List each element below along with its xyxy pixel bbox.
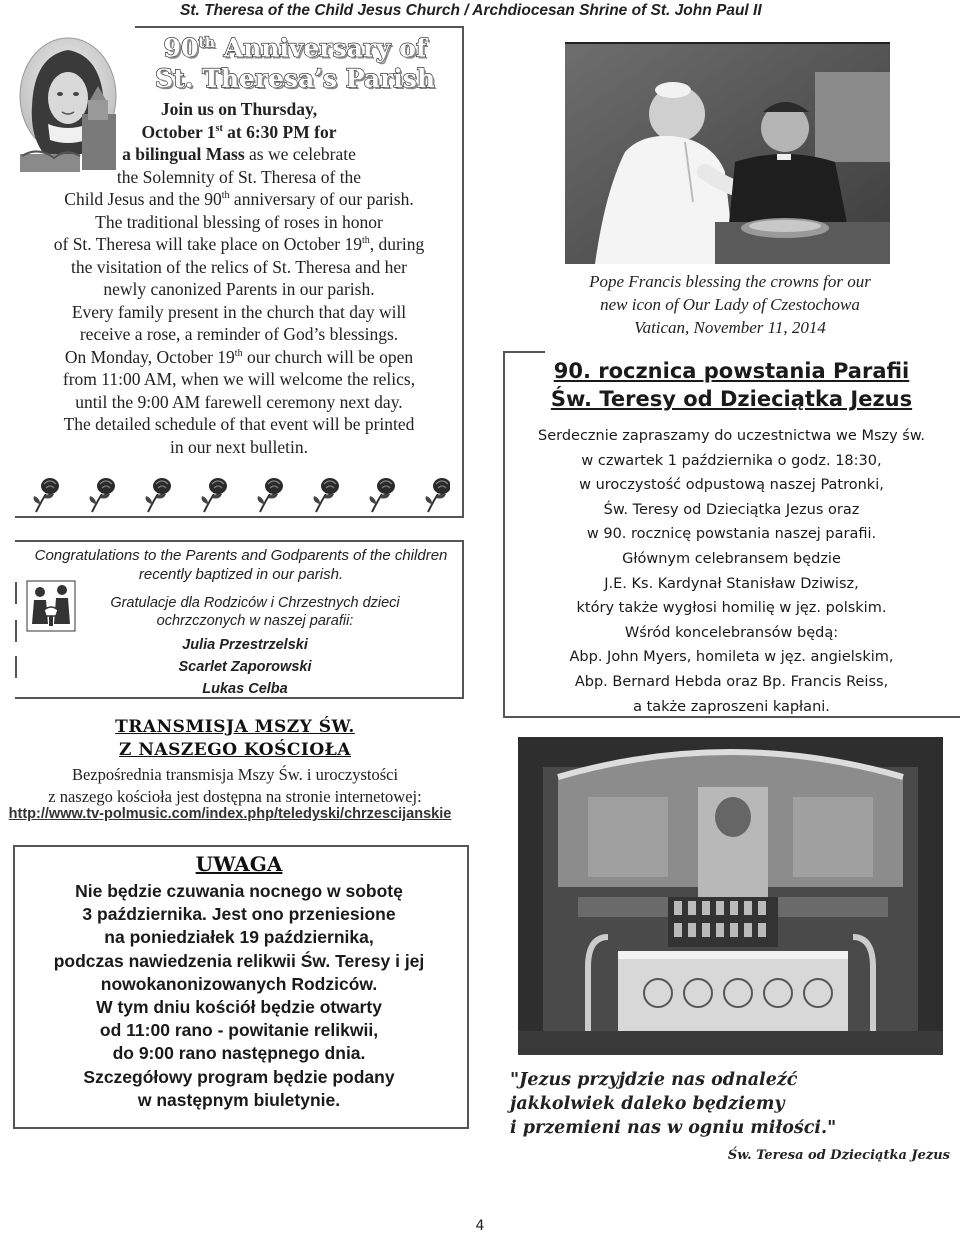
baptism-font-icon [26, 580, 76, 632]
pope-francis-photo [565, 42, 890, 264]
anniv-line: from 11:00 AM, when we will welcome the relics, [62, 369, 416, 389]
anniv-line: newly canonized Parents in our parish. [103, 279, 375, 299]
baptized-names [130, 634, 360, 700]
anniv-line: October 1st at 6:30 PM for [141, 121, 337, 142]
anniv-line: The traditional blessing of roses in honor [95, 211, 383, 232]
transmission-title: TRANSMISJA MSZY ŚW. Z NASZEGO KOŚCIOŁA [115, 717, 355, 760]
transmission-body: Bezpośrednia transmisja Mszy Św. i uroczystości z naszego kościoła jest dostępna na stronie internetowej: [48, 765, 422, 806]
baptized-name: Julia Przestrzelski [182, 637, 308, 653]
pl-line: Abp. Bernard Hebda oraz Bp. Francis Reiss, [574, 673, 889, 690]
pl-line: w czwartek 1 października o godz. 18:30, [581, 452, 882, 469]
uwaga-line: od 11:00 rano - powitanie relikwii, [99, 1020, 379, 1041]
pl-line: w uroczystość odpustową naszej Patronki, [579, 477, 884, 494]
uwaga-line: na poniedziałek 19 października, [104, 927, 374, 948]
pl-line: Serdecznie zapraszamy do uczestnictwa we Mszy św. [538, 428, 925, 444]
uwaga-line: Szczegółowy program będzie podany [83, 1066, 395, 1087]
anniv-line: of St. Theresa will take place on October 19th, during [53, 234, 425, 254]
page-header: St. Theresa of the Child Jesus Church / Archdiocesan Shrine of St. John Paul II [180, 2, 762, 19]
polish-anniversary-title: 90. rocznica powstania Parafii Św. Teresy od Dzieciątka Jezus [550, 359, 913, 411]
uwaga-line: do 9:00 rano następnego dnia. [112, 1043, 366, 1064]
pope-photo-caption: Pope Francis blessing the crowns for our new icon of Our Lady of Czestochowa Vatican, November 11, 2014 [589, 272, 871, 337]
uwaga-line: nowokanonizowanych Rodziców. [100, 973, 378, 994]
pl-line: J.E. Ks. Kardynał Stanisław Dziwisz, [604, 575, 859, 592]
quote-author: Św. Teresa od Dzieciątka Jezus [727, 1148, 950, 1163]
anniv-line: the visitation of the relics of St. Theresa and her [71, 256, 407, 277]
anniv-line: On Monday, October 19th our church will be open [64, 346, 414, 367]
anniv-line: The detailed schedule of that event will be printed [63, 414, 415, 434]
pl-line: Abp. John Myers, homileta w jęz. angielskim, [569, 649, 894, 666]
page-number: 4 [475, 1218, 485, 1234]
saint-quote: "Jezus przyjdzie nas odnaleźć jakkolwiek daleko będziemy i przemieni nas w ogniu miłości." [510, 1070, 837, 1138]
anniv-line: Child Jesus and the 90th anniversary of our parish. [64, 189, 414, 209]
chapel-shrine-photo [518, 737, 943, 1055]
uwaga-line: Nie będzie czuwania nocnego w sobotę [75, 881, 403, 901]
anniv-line: the Solemnity of St. Theresa of the [116, 166, 362, 187]
uwaga-title: UWAGA [195, 852, 283, 876]
uwaga-line: podczas nawiedzenia relikwii Św. Teresy i jej [53, 950, 425, 971]
anniv-line: a bilingual Mass as we celebrate [122, 144, 356, 164]
uwaga-line: w następnym biuletynie. [137, 1089, 341, 1110]
baptized-name: Lukas Celba [202, 681, 288, 697]
anniv-line: receive a rose, a reminder of God’s blessings. [79, 324, 399, 344]
pl-line: a także zaproszeni kapłani. [633, 698, 830, 715]
pl-line: w 90. rocznicę powstania naszej parafii. [586, 526, 877, 543]
anniv-line: Every family present in the church that day will [71, 301, 407, 322]
transmission-link[interactable]: http://www.tv-polmusic.com/index.php/teledyski/chrzescijanskie [8, 806, 452, 822]
pl-line: Głównym celebransem będzie [622, 550, 841, 567]
baptism-congrats-polish: Gratulacje dla Rodziców i Chrzestnych dzieci ochrzczonych w naszej parafii: [110, 595, 400, 629]
polish-anniversary-body [503, 424, 960, 719]
anniversary-title: 90th Anniversary of St. Theresa’s Parish [155, 33, 435, 94]
anniv-line: Join us on Thursday, [160, 99, 318, 119]
pl-line: Św. Teresy od Dzieciątka Jezus oraz [603, 501, 860, 518]
uwaga-body [13, 880, 465, 1112]
uwaga-line: 3 października. Jest ono przeniesione [82, 904, 396, 925]
uwaga-line: W tym dniu kościół będzie otwarty [96, 997, 382, 1018]
baptized-name: Scarlet Zaporowski [178, 659, 312, 675]
roses-decoration [30, 472, 450, 516]
anniv-line: until the 9:00 AM farewell ceremony next day. [75, 391, 403, 412]
anniv-line: in our next bulletin. [169, 436, 309, 457]
anniversary-body [16, 98, 462, 458]
baptism-congrats-english: Congratulations to the Parents and Godparents of the children recently baptized in our parish. [34, 547, 448, 583]
pl-line: Wśród koncelebransów będą: [624, 624, 839, 641]
pl-line: który także wygłosi homilię w jęz. polskim. [576, 600, 887, 617]
